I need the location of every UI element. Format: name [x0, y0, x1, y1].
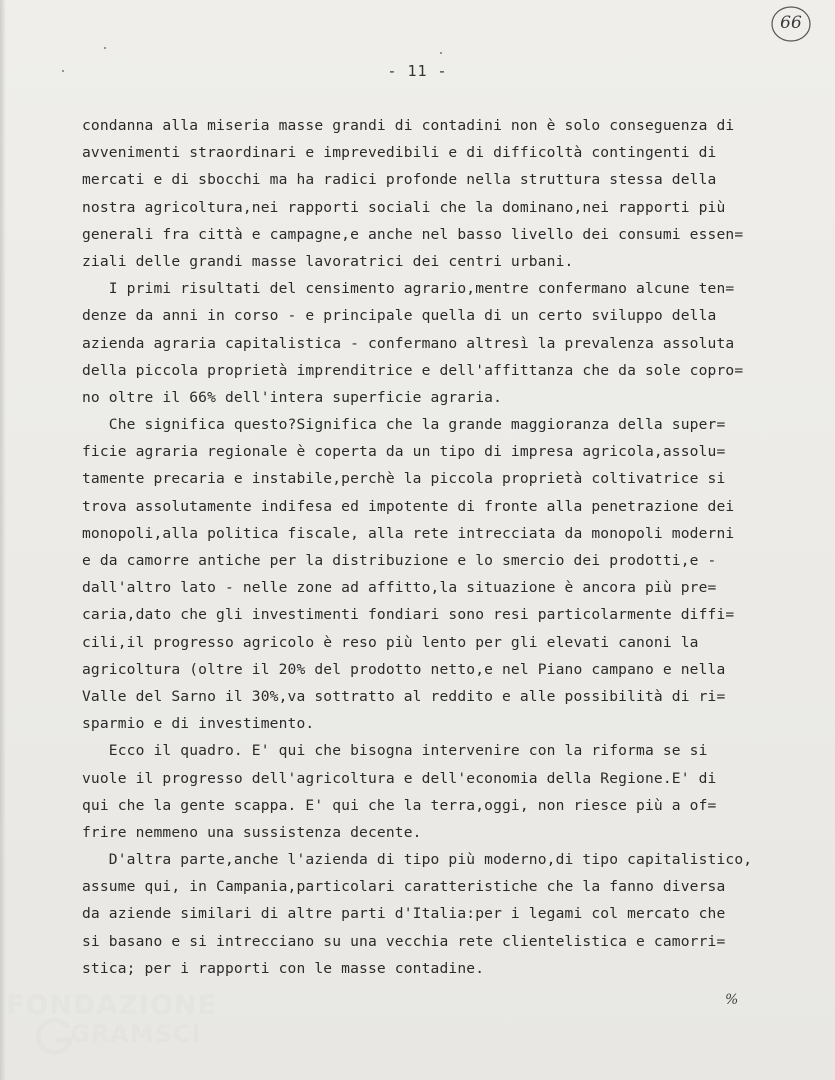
- text-line: stica; per i rapporti con le masse contadine.: [82, 959, 485, 977]
- text-line: mercati e di sbocchi ma ha radici profonde nella struttura stessa della: [82, 171, 717, 189]
- text-line: frire nemmeno una sussistenza decente.: [82, 823, 422, 841]
- text-line: cili,il progresso agricolo è reso più lento per gli elevati canoni la: [82, 633, 699, 651]
- text-line: Ecco il quadro. E' qui che bisogna intervenire con la riforma se si: [82, 742, 708, 760]
- text-line: e da camorre antiche per la distribuzione e lo smercio dei prodotti,e -: [82, 552, 717, 569]
- text-line: agricoltura (oltre il 20% del prodotto netto,e nel Piano campano e nella: [82, 660, 726, 678]
- text-line: assume qui, in Campania,particolari caratteristiche che la fanno diversa: [82, 878, 726, 896]
- text-line: azienda agraria capitalistica - confermano altresì la prevalenza assoluta: [82, 334, 735, 352]
- speck: [104, 47, 106, 49]
- text-line: I primi risultati del censimento agrario,mentre confermano alcune ten=: [82, 280, 735, 298]
- text-line: Valle del Sarno il 30%,va sottratto al reddito e alle possibilità di ri=: [82, 687, 726, 705]
- text-line: no oltre il 66% dell'intera superficie agraria.: [82, 388, 503, 406]
- text-line: condanna alla miseria masse grandi di contadini non è solo conseguenza di: [82, 117, 735, 134]
- page-number: - 11 -: [387, 62, 448, 80]
- text-line: generali fra città e campagne,e anche nel basso livello dei consumi essen=: [82, 225, 744, 243]
- text-line: Che significa questo?Significa che la grande maggioranza della super=: [82, 416, 726, 434]
- text-line: trova assolutamente indifesa ed impotente di fronte alla penetrazione dei: [82, 497, 735, 515]
- typewritten-body: [82, 112, 812, 982]
- text-line: nostra agricoltura,nei rapporti sociali che la dominano,nei rapporti più: [82, 198, 726, 216]
- fondazione-gramsci-watermark: [6, 990, 216, 1060]
- text-line: ficie agraria regionale è coperta da un tipo di impresa agricola,assolu=: [82, 443, 726, 461]
- text-line: sparmio e di investimento.: [82, 715, 315, 733]
- text-line: caria,dato che gli investimenti fondiari sono resi particolarmente diffi=: [82, 606, 735, 624]
- text-line: si basano e si intrecciano su una vecchia rete clientelistica e camorri=: [82, 932, 726, 950]
- text-line: da aziende similari di altre parti d'Italia:per i legami col mercato che: [82, 905, 726, 923]
- text-line: denze da anni in corso - e principale quella di un certo sviluppo della: [82, 307, 717, 325]
- text-line: avvenimenti straordinari e imprevedibili e di difficoltà contingenti di: [82, 144, 717, 162]
- text-line: ziali delle grandi masse lavoratrici dei centri urbani.: [82, 252, 574, 270]
- speck: [440, 52, 442, 54]
- archive-stamp: [770, 4, 812, 44]
- stamp-number: 66: [780, 13, 802, 33]
- watermark-line-1: FONDAZIONE: [6, 990, 217, 1021]
- watermark-line-2: GRAMSCI: [70, 1020, 202, 1048]
- text-line: qui che la gente scappa. E' qui che la terra,oggi, non riesce più a of=: [82, 796, 717, 814]
- text-line: D'altra parte,anche l'azienda di tipo più moderno,di tipo capitalistico,: [82, 851, 753, 869]
- text-line: della piccola proprietà imprenditrice e dell'affittanza che da sole copro=: [82, 361, 744, 379]
- text-line: dall'altro lato - nelle zone ad affitto,la situazione è ancora più pre=: [82, 579, 717, 597]
- handwritten-mark: %: [725, 992, 739, 1008]
- text-line: tamente precaria e instabile,perchè la piccola proprietà coltivatrice si: [82, 470, 726, 488]
- text-line: monopoli,alla politica fiscale, alla rete intrecciata da monopoli moderni: [82, 524, 735, 542]
- text-line: vuole il progresso dell'agricoltura e dell'economia della Regione.E' di: [82, 769, 717, 787]
